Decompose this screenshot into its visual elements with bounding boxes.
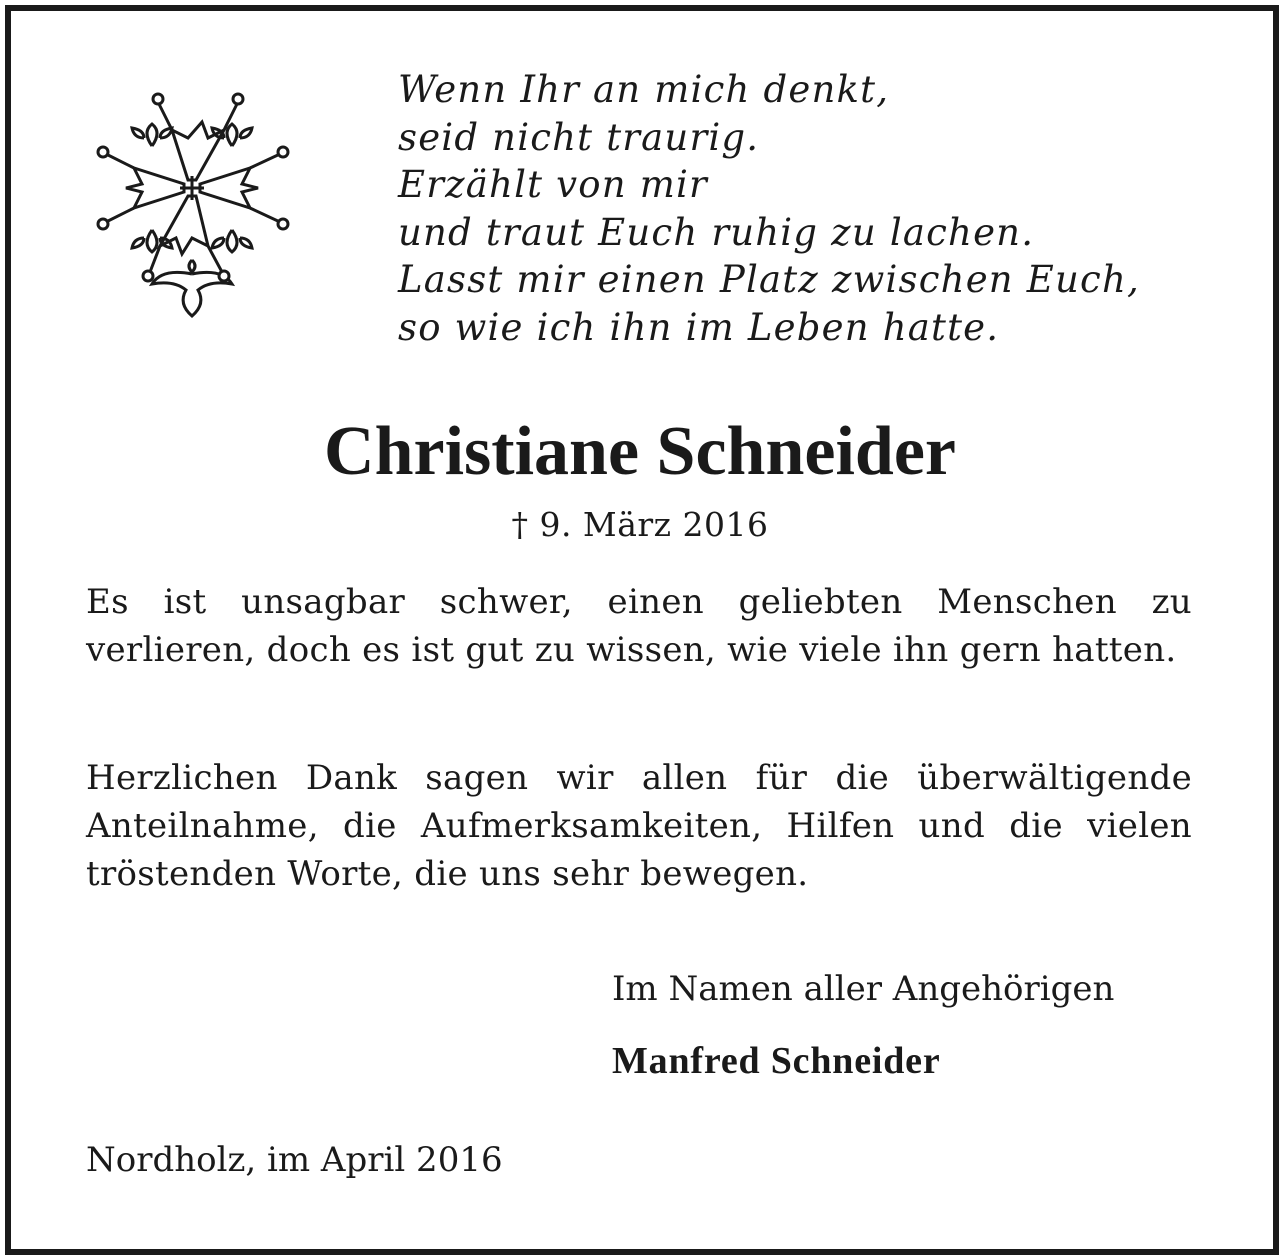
poem-line: Lasst mir einen Platz zwischen Euch, (398, 258, 1140, 301)
body-paragraph: Herzlichen Dank sagen wir allen für die überwältigende Anteilnahme, die Aufmerksamkeiten, Hilfen und die vielen tröstenden Worte, die uns sehr bewegen. (86, 758, 1192, 894)
place-date: Nordholz, im April 2016 (86, 1140, 503, 1180)
closing-line: Im Namen aller Angehörigen (612, 969, 1115, 1009)
poem-line: Wenn Ihr an mich denkt, (398, 68, 890, 111)
poem-line: so wie ich ihn im Leben hatte. (398, 305, 1000, 349)
body-paragraph: Es ist unsagbar schwer, einen geliebten Menschen zu verlieren, doch es ist gut zu wissen, wie viele ihn gern hatten. (86, 582, 1192, 670)
huguenot-cross-icon (92, 88, 292, 338)
poem-line: Erzählt von mir (398, 163, 708, 206)
signer-name: Manfred Schneider (612, 1040, 941, 1082)
poem-line: und traut Euch ruhig zu lachen. (398, 210, 1035, 254)
death-date: † 9. März 2016 (511, 505, 769, 544)
poem-line: seid nicht traurig. (398, 115, 760, 159)
poem (398, 66, 1218, 351)
deceased-name: Christiane Schneider (324, 413, 956, 490)
